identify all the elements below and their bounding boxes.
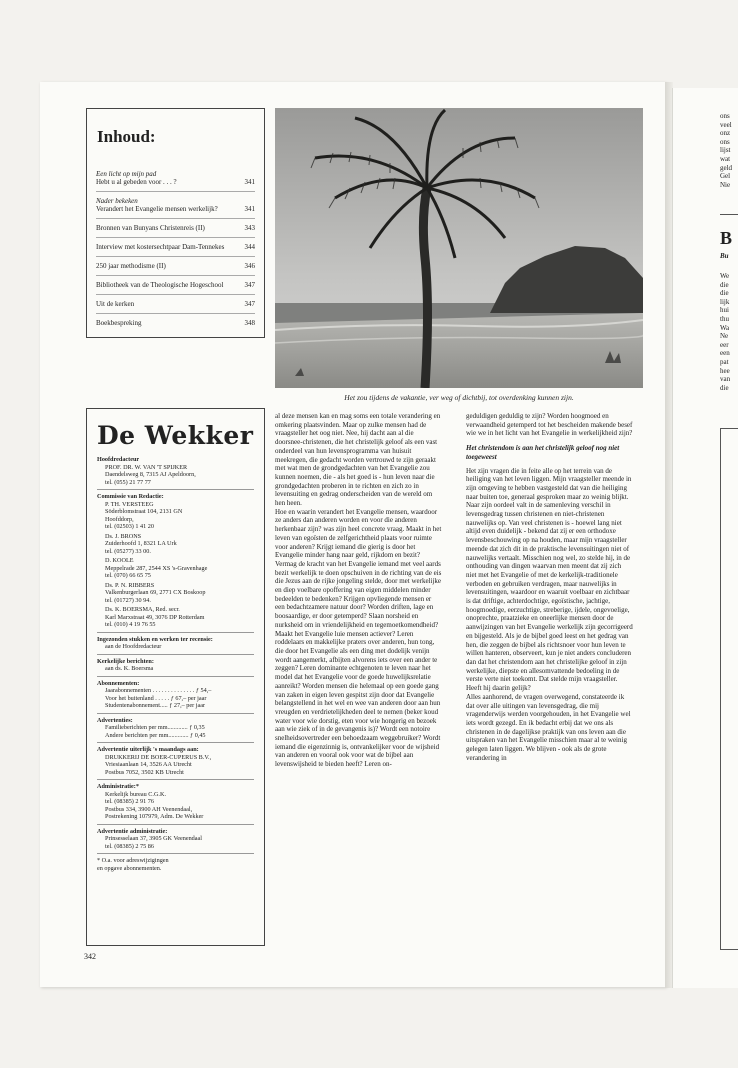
right-page-subheading: Bu (720, 252, 729, 260)
advadmin-value: Prinsesselaan 37, 3905 GK Veenendaal tel. (08385) 2 75 86 (105, 835, 202, 850)
toc-title: Inhoud: (97, 127, 156, 146)
toc-entry-title: Verandert het Evangelie mensen werkelijk? (96, 205, 218, 213)
toc-entry (96, 295, 255, 314)
colophon-kerk (97, 658, 254, 673)
toc-entry (96, 165, 255, 192)
ingezonden-value: aan de Hoofdredacteur (105, 643, 162, 650)
commissie-label: Commissie van Redactie: (97, 493, 164, 500)
toc-entry-page: 344 (244, 243, 255, 251)
toc-entry-page: 341 (244, 205, 255, 213)
toc-entry (96, 238, 255, 257)
right-page-line: ons (720, 112, 730, 120)
commissie-member: Ds. P. N. RIBBERS Valkenburgerlaan 69, 2771 CX Boskoop tel. (01727) 30 94. (105, 581, 206, 604)
right-page-line: hui (720, 306, 729, 315)
section-heading: Het christendom is aan het christelijk geloof nog niet toegeweest (466, 444, 620, 461)
palm-tree-photo (275, 108, 643, 388)
ingezonden-label: Ingezonden stukken en werken ter recensie: (97, 635, 213, 643)
toc-entry-page: 343 (244, 224, 255, 232)
column2-intro: geduldigen geduldig te zijn? Worden hoogmoed en verwaandheid getemperd tot het bescheiden makende besef wie we in het licht van het Evangelie in werkelijkheid zijn? (466, 412, 633, 438)
right-page-rule (720, 214, 738, 215)
magazine-title: De Wekker (97, 421, 254, 450)
toc-entry-title: 250 jaar methodisme (II) (96, 262, 166, 270)
right-page-line: eer (720, 340, 729, 349)
right-page-line: Nie (720, 180, 731, 189)
table-of-contents (86, 108, 265, 338)
right-page-line: die (720, 289, 729, 298)
toc-entry-title: Bronnen van Bunyans Christenreis (II) (96, 224, 205, 232)
toc-entry (96, 219, 255, 238)
right-page-line: Gel (720, 172, 731, 181)
right-page-line: wat (720, 155, 731, 163)
toc-entry-title: Interview met kostersechtpaar Dam-Tennekes (96, 243, 225, 251)
toc-entry (96, 257, 255, 276)
colophon-box (86, 408, 265, 946)
kerk-label: Kerkelijke berichten: (97, 657, 154, 665)
colophon-commissie (97, 493, 254, 629)
toc-entry-kicker: Een licht op mijn pad (96, 170, 157, 178)
colophon-administratie (97, 783, 254, 821)
toc-entry-kicker: Nader bekeken (96, 197, 138, 205)
right-page-line: veel (720, 120, 732, 129)
toc-entry-title: Boekbespreking (96, 319, 142, 327)
right-page-line: die (720, 280, 729, 289)
right-page-line: ons (720, 137, 730, 146)
right-page-line: die (720, 383, 729, 392)
toc-entry-page: 347 (244, 281, 255, 289)
adv2-value: DRUKKERIJ DE BOER-CUPERUS B.V., Vriesiaanlaan 14, 3526 AA Utrecht Postbus 7052, 3502 KB Utrecht (105, 753, 212, 776)
colophon-note: * O.a. voor adreswijzigingen en opgave abonnementen. (97, 857, 169, 872)
toc-entry (96, 192, 255, 219)
page-number: 342 (84, 952, 96, 961)
colophon-adv-deadline (97, 746, 254, 776)
colophon-advertenties (97, 717, 254, 740)
kerk-value: aan ds. K. Boersma (105, 665, 154, 672)
right-page-line: geld (720, 163, 733, 172)
commissie-member: D. KOOLE Meppelrade 287, 2544 XS 's-Gravenhage tel. (070) 66 65 75 (105, 557, 208, 579)
abon-label: Abonnementen: (97, 679, 140, 687)
right-page-line: thu (720, 315, 729, 323)
right-page-line: Ne (720, 332, 729, 341)
toc-entry-page: 341 (244, 178, 255, 186)
adv2-label: Advertentie uiterlijk 's maandags aan: (97, 746, 199, 753)
advadmin-label: Advertentie administratie: (97, 827, 168, 835)
editor-label: Hoofdredacteur (97, 456, 140, 463)
right-page-line: lijk (720, 297, 730, 306)
editor-value: PROF. DR. W. VAN 'T SPIJKER Daendelsweg 8, 7315 AJ Apeldoorn, tel. (055) 21 77 77 (105, 463, 196, 486)
article-column-1 (275, 412, 442, 769)
toc-entry (96, 276, 255, 295)
palm-beach-image (275, 108, 643, 388)
photo-caption: Het zou tijdens de vakantie, ver weg of dichtbij, tot overdenking kunnen zijn. (344, 393, 574, 402)
article-column-2 (466, 412, 633, 762)
toc-entry-title: Bibliotheek van de Theologische Hogeschool (96, 281, 224, 289)
right-page-line: een (720, 349, 730, 358)
commissie-member: P. TH. VERSTEEG Söderblomstraat 104, 2131 GN Hoofddorp, tel. (02503) 1 41 20 (105, 500, 183, 530)
toc-entry (96, 314, 255, 332)
right-page-box (720, 428, 738, 950)
adv-label: Advertenties: (97, 716, 133, 724)
right-page-line: We (720, 272, 730, 280)
right-page-heading: B (720, 228, 733, 248)
right-page-line: Wa (720, 323, 730, 332)
right-page-line: lijst (720, 146, 731, 155)
toc-entry-page: 348 (244, 319, 255, 327)
colophon-ingezonden (97, 636, 254, 651)
column2-text: Het zijn vragen die in feite alle op het terrein van de heiliging van het leven liggen. Mijn vraagsteller meende in zijn omgeving te hebben vastgesteld dat van die heiliging naar buiten toe, generaal gesproken maar zo weinig blijkt. Naar zijn oordeel valt in de samenleving verschil in levensgedrag tussen christenen en niet-christenen nauwelijks op. Van veel christenen is - hoewel lang niet altijd even duidelijk - bekend dat zij er een orthodoxe levensbeschouwing op na houden, maar mijn vraagsteller meende dat zich dit in de praktische levensuitingen niet of nauwelijks vertaalt. Misschien nog wel, zo stelde hij, in de onthouding van dingen waarvan men meent dat zij zich niet met het Evangelie of met de kerkelijk-traditionele verboden en gebruiken verdragen, maar nauwelijks in levensuitingen, waardoor en waaruit voelbaar en zichtbaar is dat driftige, achterdochtige, egoïstische, jachtige, hoogmoedige, eerzuchtige, streberige, ijdele, ongevoelige, onoprechte, praatzieke en oneerlijke mensen door de aanwijzingen van het Evangelie werkelijk zijn gecorrigeerd en bijgesteld. Als je de bijbel goed leest en het gedrag van hen, die zeggen de bijbel als richtsnoer voor hun leven te willen hanteren, observeert, kun je niet anders concluderen dan dat het christendom aan het christelijke geloof in zijn werkelijke, diepste en allesomvattende bedoeling in de verste verte niet toekomt. Dat stelde mijn vraagsteller. Heeft hij daarin gelijk? Alles aanhorend, de vragen overwegend, constateerde ik dat over alle uitingen van levensgedrag, die mij vragenderwijs werden voorgehouden, in het Evangelie wel iets wordt gezegd. En ik bedacht erbij dat we ons als christenen in de dagelijkse praktijk van ons leven aan die uitspraken van het Evangelie misschien maar al te weinig gelegen laten liggen. We blijven - ook als de grote verandering in (466, 466, 633, 762)
commissie-member: Ds. K. BOERSMA, Red. secr. Karl Marxstraat 49, 3076 DP Rotterdam tel. (010) 4 19 76 55 (105, 606, 205, 628)
toc-entry-page: 346 (244, 262, 255, 270)
admin-value: Kerkelijk bureau C.G.K. tel. (08385) 2 91 76 Postbus 334, 3900 AH Veenendaal, Postrekening 107979, Adm. De Wekker (105, 790, 204, 820)
toc-list (87, 165, 264, 332)
commissie-member: Ds. J. BRONS Zuiderhoofd 1, 8321 LA Urk tel. (05277) 33 00. (105, 532, 177, 555)
colophon-adv-admin (97, 828, 254, 851)
abon-value: Jaarabonnementen . . . . . . . . . . . . . . ƒ 54,– Voor het buitenland . . . . . ƒ 67,– per jaar Studentenabonnement..... ƒ 27,– per jaar (105, 687, 212, 709)
adv-value: Familieberichten per mm............. ƒ 0,35 Andere berichten per mm............. ƒ 0,45 (105, 724, 206, 739)
toc-entry-title: Hebt u al gebeden voor . . . ? (96, 178, 177, 186)
right-page-line: pat (720, 358, 729, 366)
right-page-line: hee (720, 366, 730, 375)
toc-entry-title: Uit de kerken (96, 300, 135, 308)
right-page-line: onz (720, 129, 731, 138)
toc-entry-page: 347 (244, 300, 255, 308)
right-page-line: van (720, 375, 731, 384)
column1-text: al deze mensen kan en mag soms een totale verandering en omkering plaatsvinden. Maar op zulke mensen had de vraagsteller het oog niet. Nee, hij dacht aan al die doorsnee-christenen, die het christelijk geloof als een vast onderdeel van hun levensprogramma van huisuit meekregen, die gedacht worden vertrouwd te zijn geraakt met wat men de grondgedachten van het Evangelie zou kunnen noemen, die - als het goed is - hun leven naar die grondgedachten proberen in te richten en zich zo in levensuiting en gedrag onderscheiden van de wereld om hen heen. Hoe en waarin verandert het Evangelie mensen, waardoor ze anders dan anderen worden en voor die anderen herkenbaar zijn? was zijn heel concrete vraag. Maakt in het leven van egoïsten de zelfgerichtheid plaats voor ruimte voor anderen? Krijgt iemand die gierig is door het Evangelie minder hang naar geld, rijkdom en bezit? Vermag de kracht van het Evangelie iemand met veel aards bezit werkelijk te doen opschuiven in de richting van de eis die Jezus aan de rijke jongeling stelde, door met werkelijke en diep voelbare opoffering van eigen middelen minder bedeelden te bedenken? Krijgen opvliegende mensen er een bedachtzamere natuur door? Worden driften, lage en boosaardige, er door getemperd? Slaan norsheid en nurksheid om in vriendelijkheid en tegemoetkomendheid? Maakt het Evangelie luie mensen actiever? Leren roddelaars en makkelijke praters over anderen, hun tong, die door het Evangelie als een ding met dodelijk venijn wordt aangemerkt, afbijten alvorens iets over een ander te zeggen? Leren dominante echtgenoten te leven naar het model dat het Evangelie voor de goede huwelijksrelatie aanreikt? Worden mensen die helemaal op een goede gang van zaken in eigen leven gespitst zijn door dat Evangelie belangstellend in het wel en wee van anderen door aan hun vreugden en verdrietelijkheden deel te nemen (beker koud water voor wie dorstig, eten voor wie hongerig en bezoek aan wie ziek of in de gevangenis is)? Wordt een notoire snelheidsovertreder een behoedzaam weggebruiker? Wordt iemand die eigenzinnig is, ontvankelijker voor de wijsheid van anderen en vooral ook voor wat de bijbel aan levenswijsheid te bieden heeft? Leren on- (275, 412, 442, 769)
admin-label: Administratie:* (97, 783, 139, 790)
colophon-editor (97, 456, 254, 486)
colophon-abonnementen (97, 680, 254, 710)
